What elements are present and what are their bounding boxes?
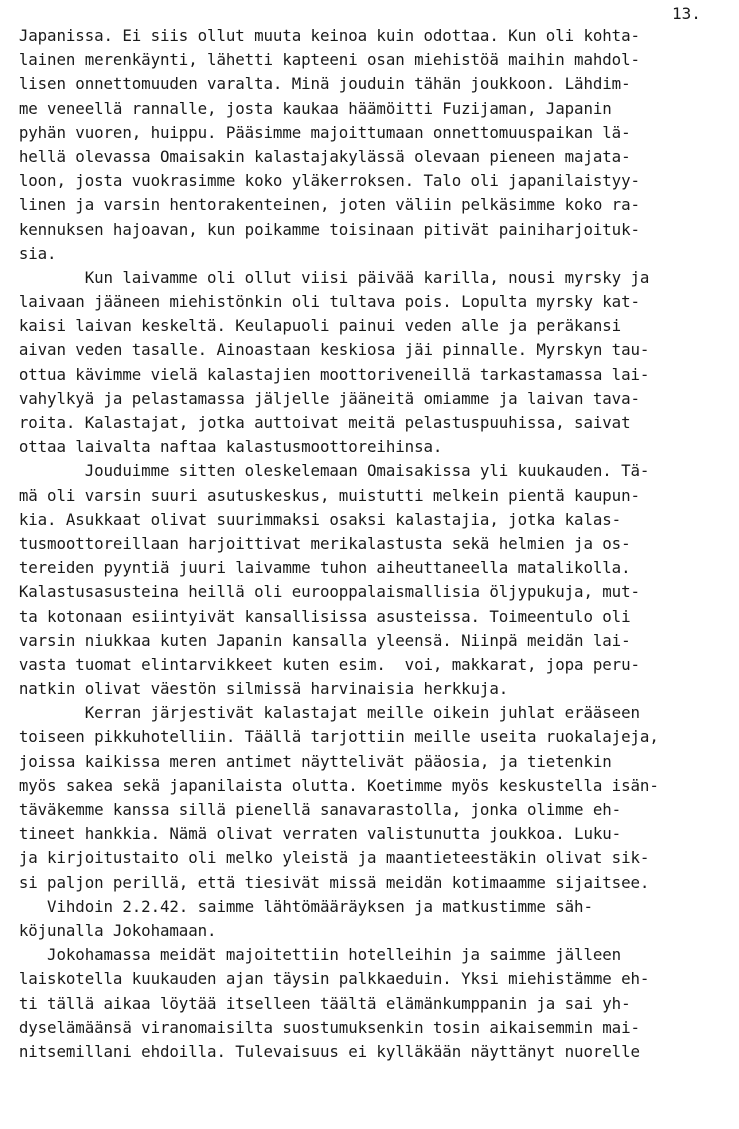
text-line: kaisi laivan keskeltä. Keulapuoli painui veden alle ja peräkansi bbox=[0, 316, 622, 336]
text-line: nitsemillani ehdoilla. Tulevaisuus ei kylläkään näyttänyt nuorelle bbox=[0, 1041, 640, 1061]
text-line: Vihdoin 2.2.42. saimme lähtömääräyksen ja matkustimme säh- bbox=[0, 896, 593, 916]
text-line: vasta tuomat elintarvikkeet kuten esim. voi, makkarat, jopa peru- bbox=[0, 654, 640, 674]
text-line: lisen onnettomuuden varalta. Minä jouduin tähän joukkoon. Lähdim- bbox=[0, 74, 631, 94]
text-line: mä oli varsin suuri asutuskeskus, muistutti melkein pientä kaupun- bbox=[0, 485, 640, 505]
text-line: ta kotonaan esiintyivät kansallisissa asusteissa. Toimeentulo oli bbox=[0, 606, 631, 626]
text-line: kennuksen hajoavan, kun poikamme toisinaan pitivät painiharjoituk- bbox=[0, 219, 640, 239]
text-line: Jouduimme sitten oleskelemaan Omaisakissa yli kuukauden. Tä- bbox=[0, 461, 650, 481]
text-line: Kalastusasusteina heillä oli eurooppalaismallisia öljypukuja, mut- bbox=[0, 582, 640, 602]
text-line: tusmoottoreillaan harjoittivat merikalastusta sekä helmien ja os- bbox=[0, 533, 631, 553]
text-line: tereiden pyyntiä juuri laivamme tuhon aiheuttaneella matalikolla. bbox=[0, 558, 631, 578]
text-line: laivaan jääneen miehistönkin oli tultava pois. Lopulta myrsky kat- bbox=[0, 292, 640, 312]
text-line: pyhän vuoren, huippu. Pääsimme majoittumaan onnettomuuspaikan lä- bbox=[0, 122, 631, 142]
text-line: tineet hankkia. Nämä olivat verraten valistunutta joukkoa. Luku- bbox=[0, 824, 622, 844]
text-line: aivan veden tasalle. Ainoastaan keskiosa jäi pinnalle. Myrskyn tau- bbox=[0, 340, 650, 360]
text-line: vahylkyä ja pelastamassa jäljelle jääneitä omiamme ja laivan tava- bbox=[0, 388, 640, 408]
text-line: lainen merenkäynti, lähetti kapteeni osan miehistöä maihin mahdol- bbox=[0, 50, 640, 70]
text-line: Jokohamassa meidät majoitettiin hotelleihin ja saimme jälleen bbox=[0, 945, 622, 965]
text-line: toiseen pikkuhotelliin. Täällä tarjottiin meille useita ruokalajeja, bbox=[0, 727, 659, 747]
text-line: Kerran järjestivät kalastajat meille oikein juhlat erääseen bbox=[0, 703, 640, 723]
text-line: loon, josta vuokrasimme koko yläkerroksen. Talo oli japanilaistyy- bbox=[0, 171, 640, 191]
text-line: ottaa laivalta naftaa kalastusmoottoreihinsa. bbox=[0, 437, 443, 457]
page-number: 13. bbox=[672, 4, 701, 23]
text-line: myös sakea sekä japanilaista olutta. Koetimme myös keskustella isän- bbox=[0, 775, 659, 795]
text-line: dyselämäänsä viranomaisilta suostumuksenkin tosin aikaisemmin mai- bbox=[0, 1017, 640, 1037]
text-line: täväkemme kanssa sillä pienellä sanavarastolla, jonka olimme eh- bbox=[0, 800, 622, 819]
text-line: linen ja varsin hentorakenteinen, joten väliin pelkäsimme koko ra- bbox=[0, 195, 640, 215]
text-line: Japanissa. Ei siis ollut muuta keinoa kuin odottaa. Kun oli kohta- bbox=[0, 26, 640, 45]
text-line: joissa kaikissa meren antimet näyttelivät pääosia, ja tietenkin bbox=[0, 751, 612, 771]
text-line: hellä olevassa Omaisakin kalastajakylässä olevaan pieneen majata- bbox=[0, 146, 631, 166]
text-line: köjunalla Jokohamaan. bbox=[0, 920, 217, 940]
text-line: Kun laivamme oli ollut viisi päivää karilla, nousi myrsky ja bbox=[0, 267, 650, 287]
text-line: laiskotella kuukauden ajan täysin palkkaeduin. Yksi miehistämme eh- bbox=[0, 969, 650, 989]
text-line: natkin olivat väestön silmissä harvinaisia herkkuja. bbox=[0, 679, 509, 699]
text-line: kia. Asukkaat olivat suurimmaksi osaksi kalastajia, jotka kalas- bbox=[0, 509, 622, 529]
text-line: ottua kävimme vielä kalastajien moottoriveneillä tarkastamassa lai- bbox=[0, 364, 650, 384]
text-line: roita. Kalastajat, jotka auttoivat meitä pelastuspuuhissa, saivat bbox=[0, 413, 631, 432]
text-line: varsin niukkaa kuten Japanin kansalla yleensä. Niinpä meidän lai- bbox=[0, 630, 631, 650]
text-line: ti tällä aikaa löytää itselleen täältä elämänkumppanin ja sai yh- bbox=[0, 993, 631, 1013]
text-line: ja kirjoitustaito oli melko yleistä ja maantieteestäkin olivat sik- bbox=[0, 848, 650, 868]
text-line: sia. bbox=[0, 243, 57, 263]
text-line: si paljon perillä, että tiesivät missä meidän kotimaamme sijaitsee. bbox=[0, 872, 650, 892]
text-line: me veneellä rannalle, josta kaukaa häämöitti Fuzijaman, Japanin bbox=[0, 98, 612, 118]
page-text bbox=[0, 24, 739, 1064]
